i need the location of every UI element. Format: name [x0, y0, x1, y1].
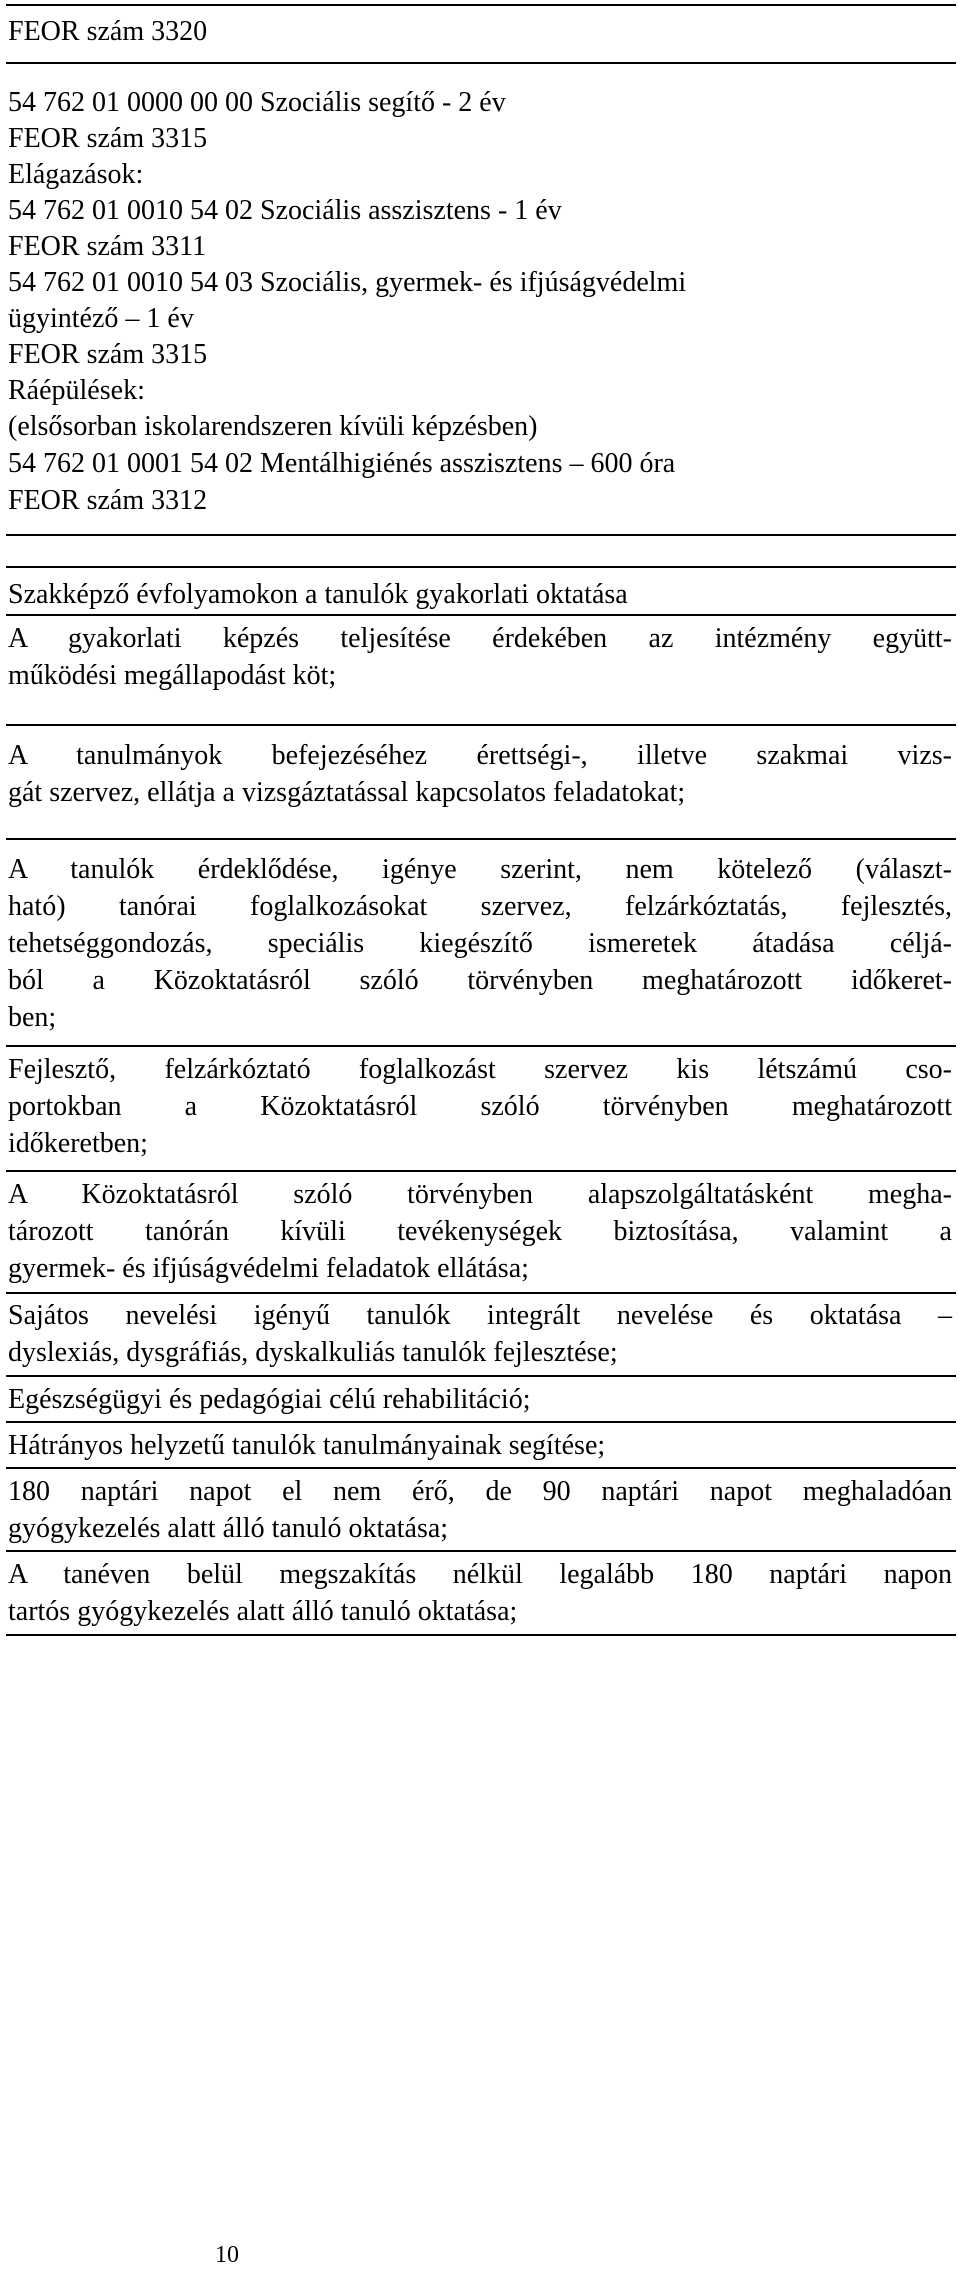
optional-text: tehetséggondozás, speciális kiegészítő ismeretek átadása céljá-: [8, 928, 952, 959]
long-term-treatment-text: A tanéven belül megszakítás nélkül legalább 180 naptári napon: [8, 1559, 952, 1590]
optional-text: ból a Közoktatásról szóló törvényben meghatározott időkeret-: [8, 965, 952, 996]
development-text: portokban a Közoktatásról szóló törvényben meghatározott: [8, 1091, 952, 1122]
development-text: időkeretben;: [8, 1128, 148, 1159]
rule: [6, 62, 956, 64]
list-item: ügyintéző – 1 év: [8, 303, 194, 334]
exam-text: A tanulmányok befejezéséhez érettségi-, illetve szakmai vizs-: [8, 740, 952, 771]
list-item: FEOR szám 3311: [8, 231, 207, 262]
rule: [6, 534, 956, 536]
rule: [6, 724, 956, 726]
basic-services-text: gyermek- és ifjúságvédelmi feladatok ellátása;: [8, 1253, 529, 1284]
medical-treatment-text: gyógykezelés alatt álló tanuló oktatása;: [8, 1513, 449, 1544]
basic-services-text: A Közoktatásról szóló törvényben alapszolgáltatásként megha-: [8, 1179, 952, 1210]
rehabilitation-text: Egészségügyi és pedagógiai célú rehabilitáció;: [8, 1384, 531, 1415]
list-item: FEOR szám 3315: [8, 123, 208, 154]
list-item: FEOR szám 3315: [8, 339, 208, 370]
rule: [6, 566, 956, 568]
special-needs-text: Sajátos nevelési igényű tanulók integrált nevelése és oktatása –: [8, 1300, 952, 1331]
list-item: 54 762 01 0010 54 03 Szociális, gyermek- és ifjúságvédelmi: [8, 267, 687, 298]
rule: [6, 614, 956, 616]
practical-text: A gyakorlati képzés teljesítése érdekében az intézmény együtt-: [8, 623, 952, 654]
optional-text: A tanulók érdeklődése, igénye szerint, nem kötelező (választ-: [8, 854, 952, 885]
list-item: 54 762 01 0001 54 02 Mentálhigiénés asszisztens – 600 óra: [8, 448, 676, 479]
list-item: FEOR szám 3312: [8, 485, 208, 516]
medical-treatment-text: 180 naptári napot el nem érő, de 90 naptári napot meghaladóan: [8, 1476, 952, 1507]
list-item: (elsősorban iskolarendszeren kívüli képzésben): [8, 411, 538, 442]
feor-header: FEOR szám 3320: [8, 16, 208, 47]
list-item: Elágazások:: [8, 159, 144, 190]
development-text: Fejlesztő, felzárkóztató foglalkozást szervez kis létszámú cso-: [8, 1054, 952, 1085]
rule: [6, 1170, 956, 1172]
special-needs-text: dyslexiás, dysgráfiás, dyskalkuliás tanulók fejlesztése;: [8, 1337, 618, 1368]
rule: [6, 1375, 956, 1377]
rule: [6, 1634, 956, 1636]
rule: [6, 1467, 956, 1469]
rule: [6, 1421, 956, 1423]
rule: [6, 1045, 956, 1047]
optional-text: ható) tanórai foglalkozásokat szervez, felzárkóztatás, fejlesztés,: [8, 891, 952, 922]
long-term-treatment-text: tartós gyógykezelés alatt álló tanuló oktatása;: [8, 1596, 518, 1627]
page-number: 10: [215, 2242, 239, 2268]
practical-title: Szakképző évfolyamokon a tanulók gyakorlati oktatása: [8, 579, 628, 610]
list-item: Ráépülések:: [8, 375, 145, 406]
rule: [6, 4, 956, 6]
basic-services-text: tározott tanórán kívüli tevékenységek biztosítása, valamint a: [8, 1216, 952, 1247]
exam-text: gát szervez, ellátja a vizsgáztatással kapcsolatos feladatokat;: [8, 777, 686, 808]
list-item: 54 762 01 0000 00 00 Szociális segítő - 2 év: [8, 87, 506, 118]
rule: [6, 1550, 956, 1552]
practical-text: működési megállapodást köt;: [8, 660, 337, 691]
list-item: 54 762 01 0010 54 02 Szociális asszisztens - 1 év: [8, 195, 562, 226]
rule: [6, 1292, 956, 1294]
rule: [6, 838, 956, 840]
disadvantaged-text: Hátrányos helyzetű tanulók tanulmányainak segítése;: [8, 1430, 606, 1461]
optional-text: ben;: [8, 1002, 57, 1033]
